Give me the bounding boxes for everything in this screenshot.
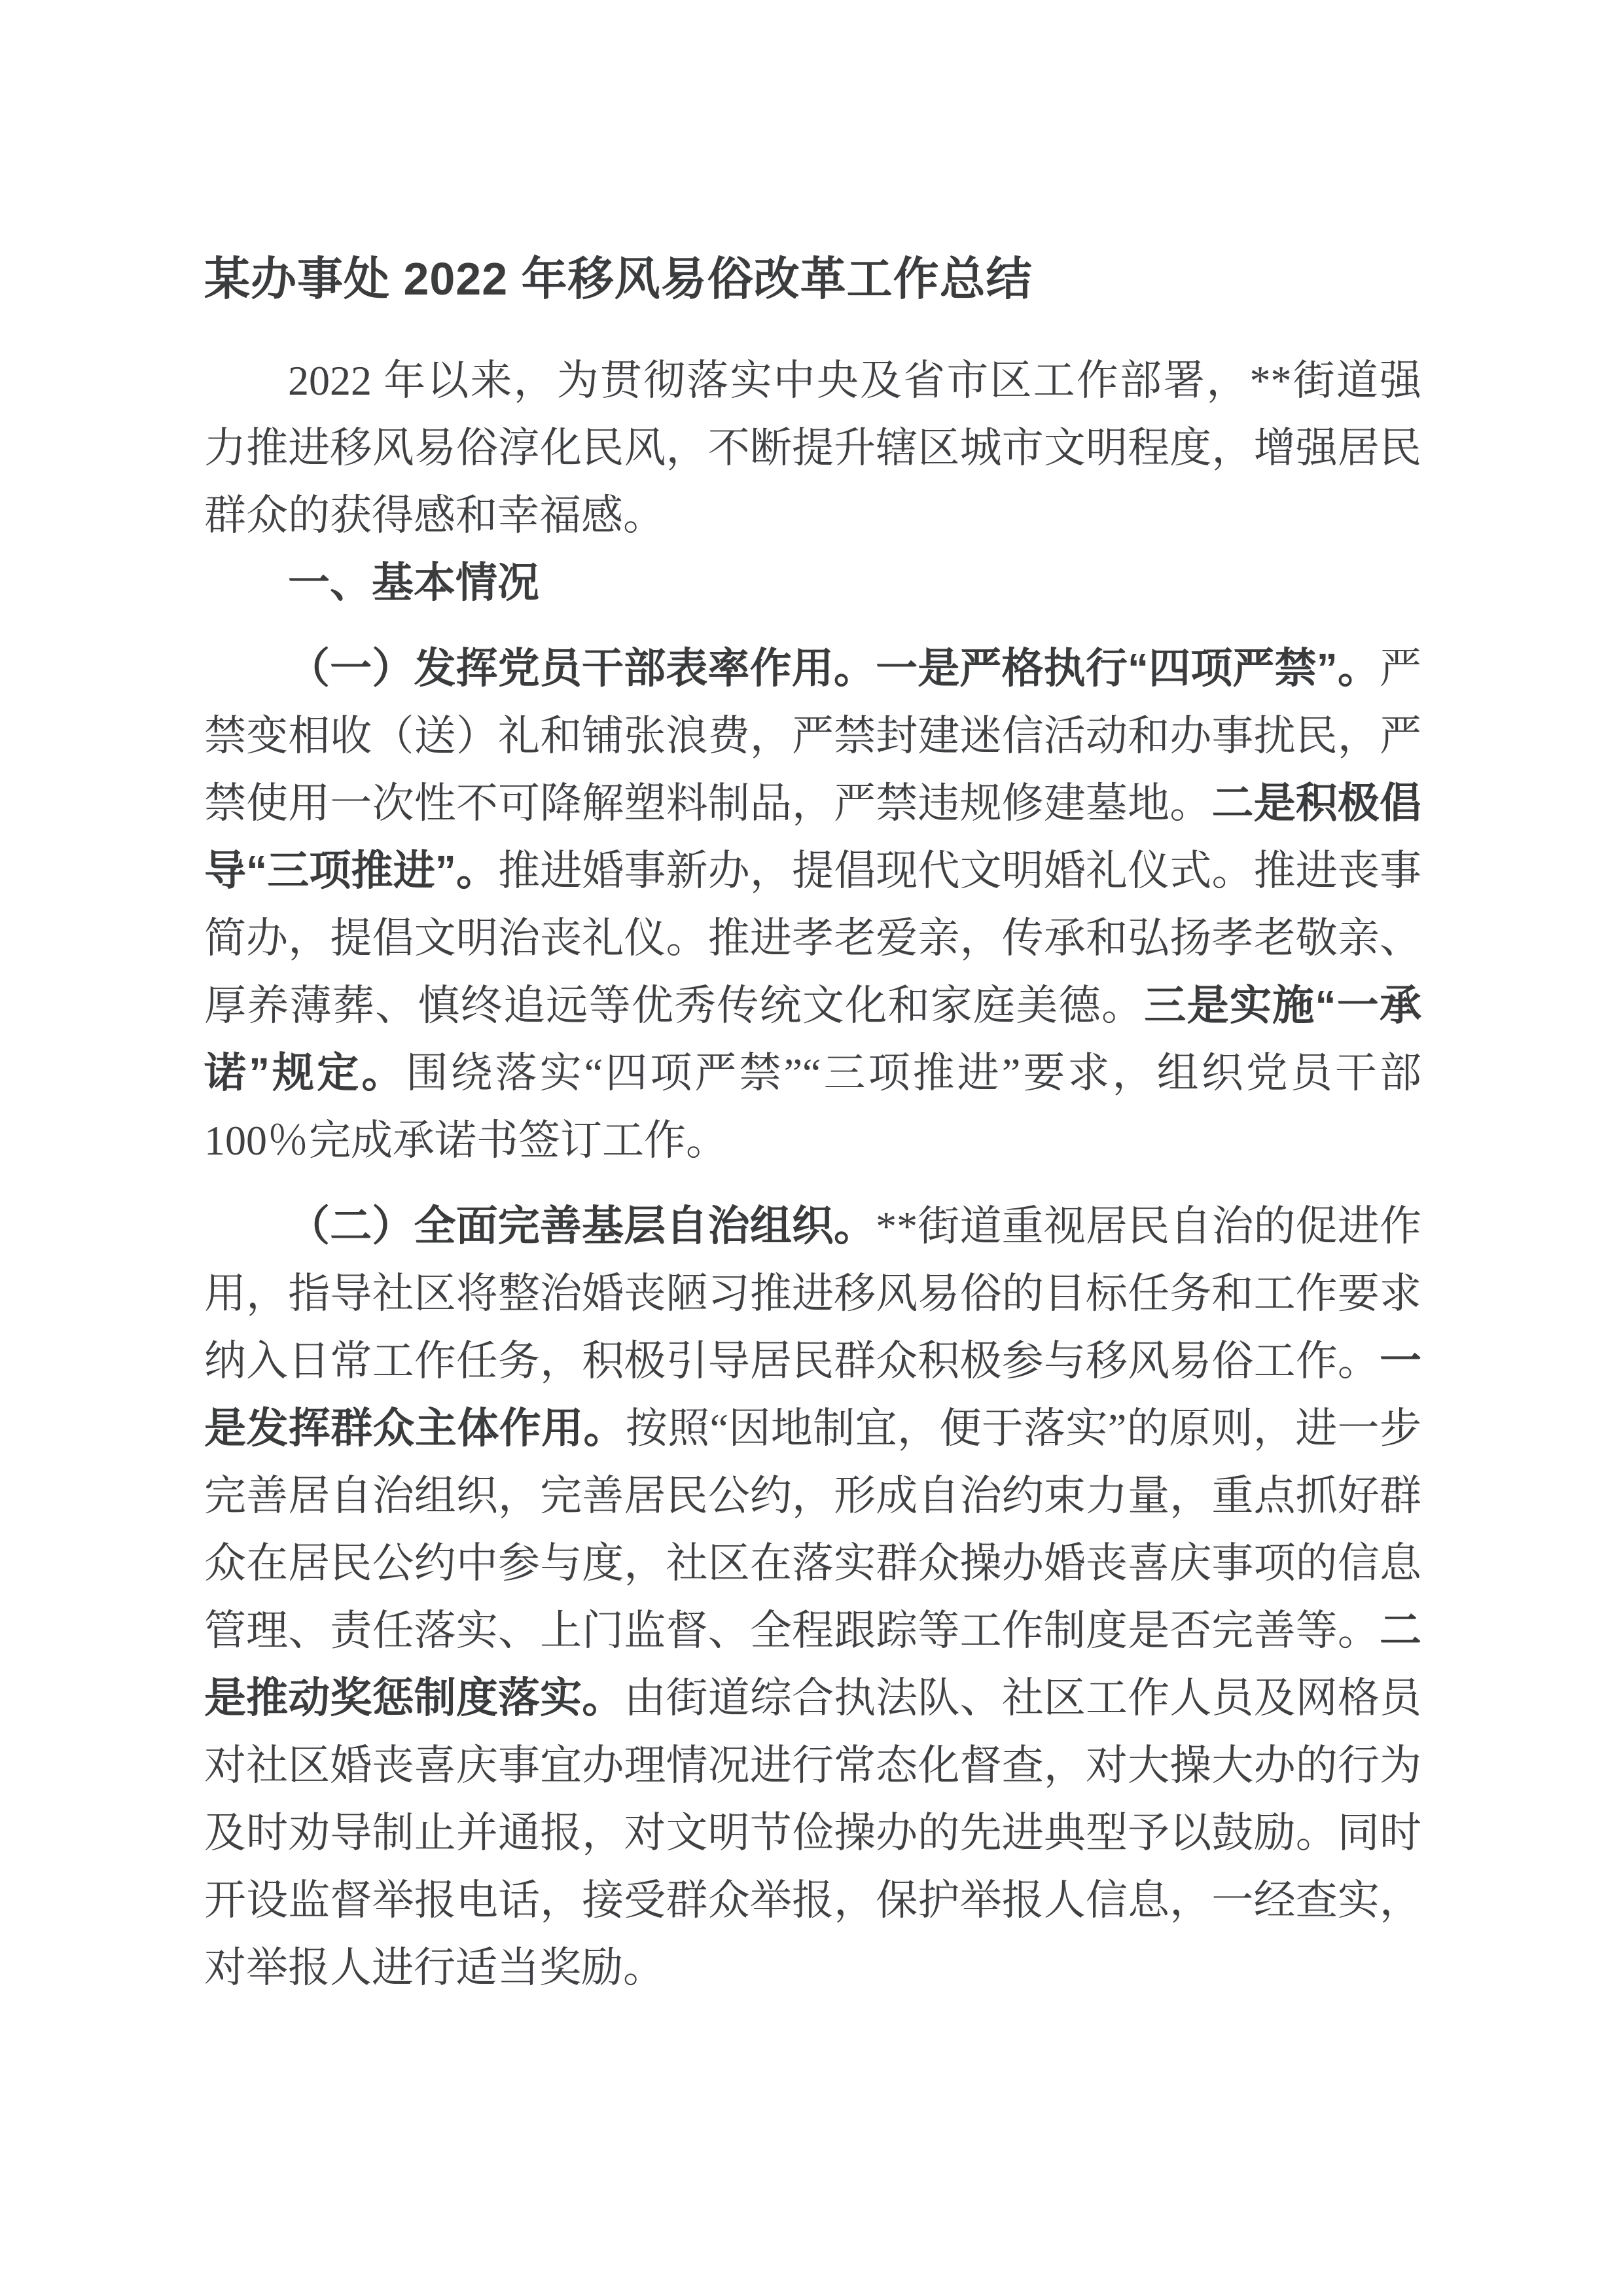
paragraph-item1	[204, 635, 1421, 1174]
text-run: 围绕落实“四项严禁”“三项推进”要求，组织党员干部 100％完成承诺书签订工作。	[204, 1050, 1422, 1164]
text-run: 严禁变相收（送）礼和铺张浪费，严禁封建迷信活动和办事扰民，严禁使用一次性不可降解塑料制品，严禁违规修建墓地。	[204, 645, 1421, 827]
text-run: 推进婚事新办，提倡现代文明婚礼仪式。推进丧事简办，提倡文明治丧礼仪。推进孝老爱亲，传承和弘扬孝老敬亲、厚养薄葬、慎终追远等优秀传统文化和家庭美德。	[204, 848, 1422, 1029]
text-run: 2022 年以来，为贯彻落实中央及省市区工作部署，**街道强力推进移风易俗淳化民风，不断提升辖区城市文明程度，增强居民群众的获得感和幸福感。	[204, 357, 1421, 539]
text-run-bold: （二）全面完善基层自治组织。	[288, 1202, 876, 1249]
text-run-bold: （一）发挥党员干部表率作用。一是严格执行“四项严禁”。	[288, 645, 1380, 692]
document-content	[204, 253, 1421, 2001]
document-title: 某办事处 2022 年移风易俗改革工作总结	[204, 253, 1033, 304]
text-run-bold: 一是发挥群众主体作用。	[204, 1337, 1421, 1452]
text-run: 按照“因地制宜，便于落实”的原则，进一步完善居自治组织，完善居民公约，形成自治约束力量，重点抓好群众在居民公约中参与度，社区在落实群众操办婚丧喜庆事项的信息管理、责任落实、上门监督、全程跟踪等工作制度是否完善等。	[204, 1405, 1421, 1654]
text-run-bold: 二是推动奖惩制度落实。	[204, 1607, 1421, 1721]
text-run-bold: 二是积极倡导“三项推进”。	[204, 780, 1422, 894]
text-run-bold: 三是实施“一承诺”规定。	[204, 982, 1422, 1096]
paragraph-item2	[204, 1193, 1421, 2001]
text-run: **街道重视居民自治的促进作用，指导社区将整治婚丧陋习推进移风易俗的目标任务和工作要求纳入日常工作任务，积极引导居民群众积极参与移风易俗工作。	[204, 1203, 1422, 1384]
text-run: 由街道综合执法队、社区工作人员及网格员对社区婚丧喜庆事宜办理情况进行常态化督查，对大操大办的行为及时劝导制止并通报，对文明节俭操办的先进典型予以鼓励。同时开设监督举报电话，接受群众举报，保护举报人信息，一经查实，对举报人进行适当奖励。	[204, 1675, 1422, 1991]
paragraph-intro	[204, 347, 1421, 549]
section-heading-basic-situation: 一、基本情况	[288, 559, 539, 606]
